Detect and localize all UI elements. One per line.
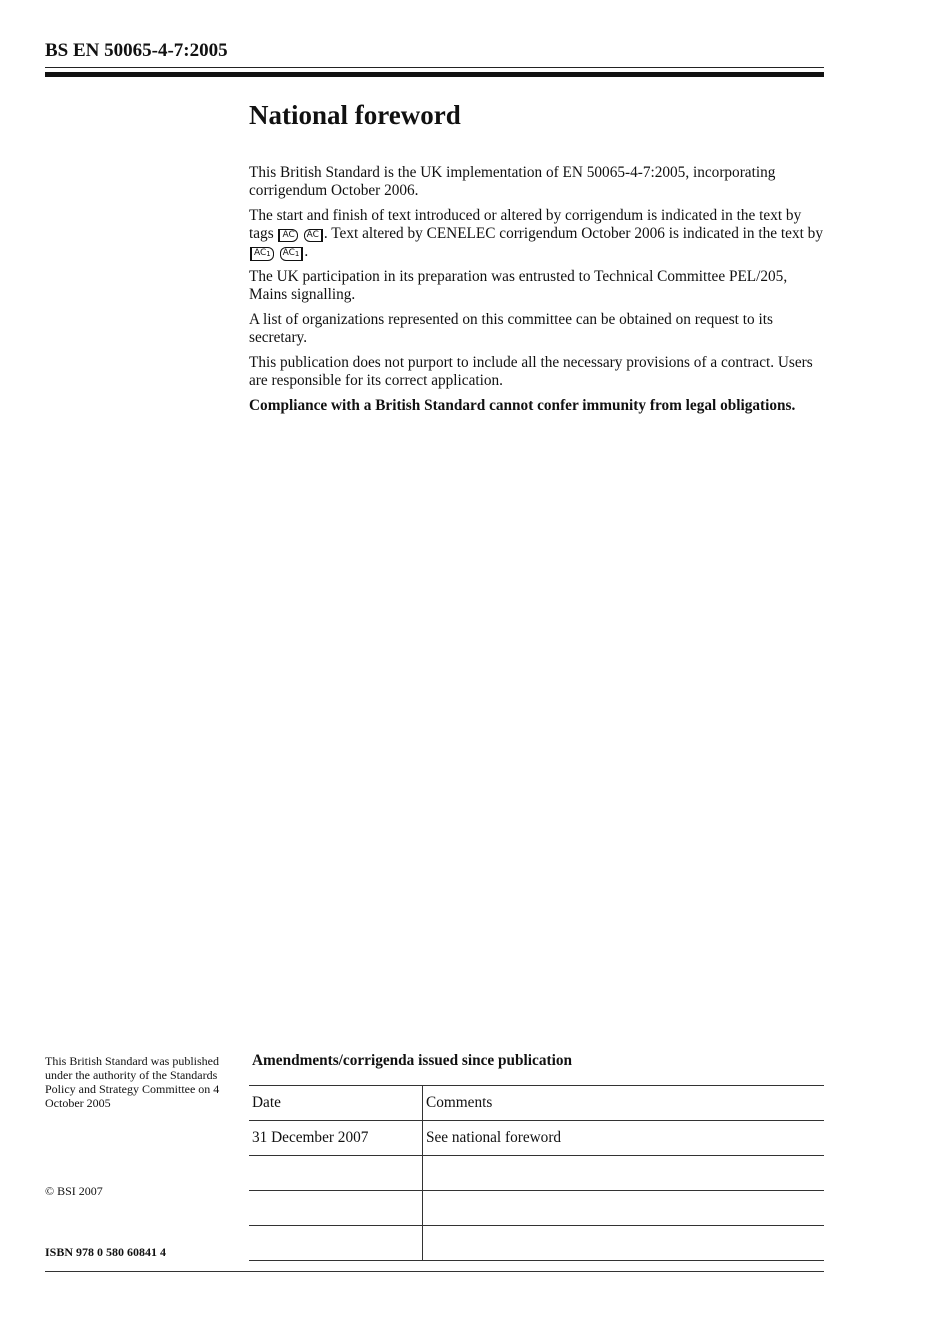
table-row	[249, 1121, 824, 1156]
empty-cell	[423, 1156, 825, 1191]
empty-cell	[423, 1191, 825, 1226]
ac1-end-tag-icon: $AC_1$	[280, 247, 304, 261]
column-header-date: Date	[249, 1086, 423, 1121]
amendments-table	[249, 1085, 824, 1261]
empty-cell	[249, 1191, 423, 1226]
header-rule-thin	[45, 67, 824, 68]
document-id: BS EN 50065-4-7:2005	[45, 40, 228, 61]
empty-cell	[249, 1226, 423, 1261]
publication-note: This British Standard was published under the authority of the Standards Policy and Strategy Committee on 4 October 2005	[45, 1054, 220, 1110]
foreword-body	[249, 164, 824, 422]
table-row-empty	[249, 1191, 824, 1226]
header-rule-thick	[45, 72, 824, 77]
amendment-comments: See national foreword	[423, 1121, 825, 1156]
table-row-empty	[249, 1226, 824, 1261]
empty-cell	[249, 1156, 423, 1191]
foreword-paragraph-2-part-c: .	[304, 243, 309, 260]
footer-rule	[45, 1271, 824, 1272]
table-row-empty	[249, 1156, 824, 1191]
compliance-statement: Compliance with a British Standard cannot confer immunity from legal obligations.	[249, 397, 796, 414]
amendments-title: Amendments/corrigenda issued since publication	[252, 1052, 572, 1069]
table-header-row	[249, 1086, 824, 1121]
foreword-paragraph-4: A list of organizations represented on this committee can be obtained on request to its secretary.	[249, 311, 773, 346]
column-header-comments: Comments	[423, 1086, 825, 1121]
foreword-paragraph-2-part-a: The start and finish of text introduced or altered by corrigendum is indicated in the text by tags	[249, 207, 802, 242]
foreword-paragraph-2	[249, 207, 824, 261]
copyright-notice: © BSI 2007	[45, 1184, 103, 1198]
ac1-start-tag-icon: $AC_1$	[250, 247, 274, 261]
foreword-paragraph-2-part-b: . Text altered by CENELEC corrigendum October 2006 is indicated in the text by	[323, 225, 823, 242]
isbn: ISBN 978 0 580 60841 4	[45, 1245, 167, 1259]
ac-end-tag-icon: AC	[304, 229, 323, 242]
page-title: National foreword	[249, 100, 461, 130]
foreword-paragraph-5: This publication does not purport to include all the necessary provisions of a contract. Users are responsible for its correct application.	[249, 354, 813, 389]
foreword-paragraph-3: The UK participation in its preparation was entrusted to Technical Committee PEL/205, Mains signalling.	[249, 268, 788, 303]
empty-cell	[423, 1226, 825, 1261]
amendment-date: 31 December 2007	[249, 1121, 423, 1156]
ac-start-tag-icon: AC	[278, 229, 297, 242]
foreword-paragraph-1: This British Standard is the UK implementation of EN 50065-4-7:2005, incorporating corrigendum October 2006.	[249, 164, 776, 199]
